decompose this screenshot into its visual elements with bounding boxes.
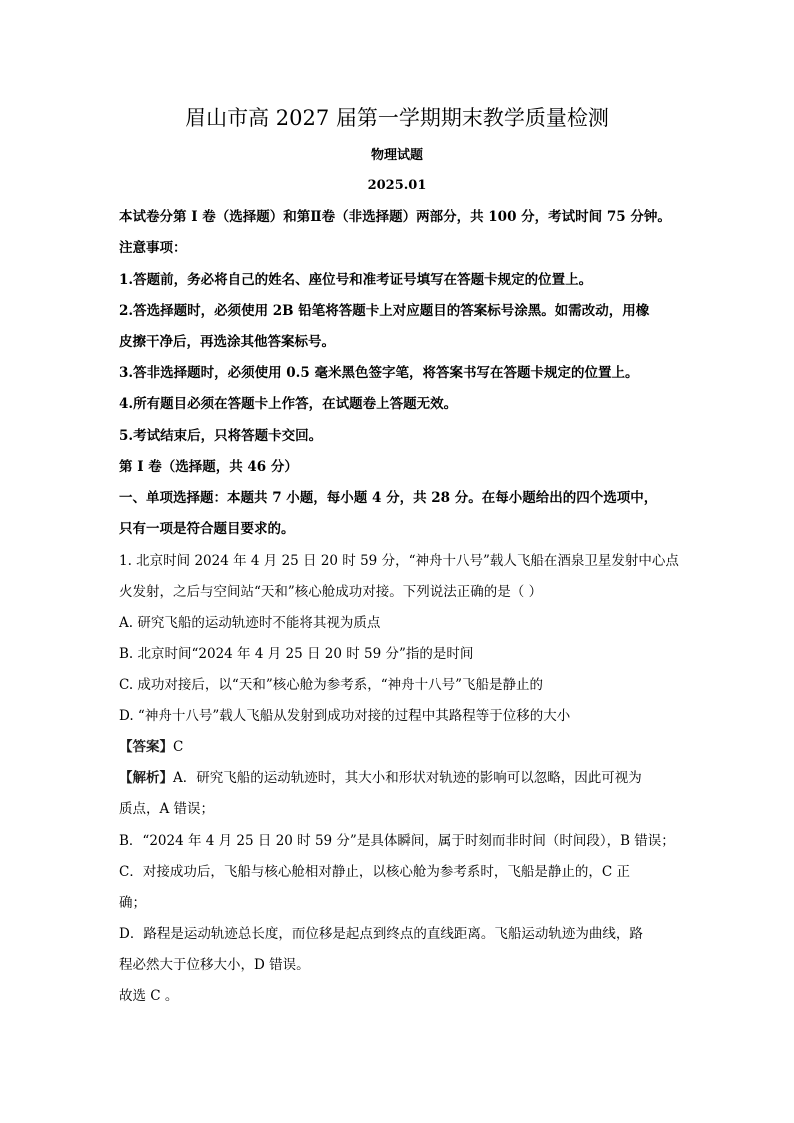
notice-item-2-line1: 2.答选择题时，必须使用 2B 铅笔将答题卡上对应题目的答案标号涂黑。如需改动，用橡 (119, 303, 650, 319)
option-a: A. 研究飞船的运动轨迹时不能将其视为质点 (119, 615, 381, 631)
notice-heading: 注意事项： (119, 240, 187, 256)
subject-title: 物理试题 (370, 148, 423, 163)
page-title: 眉山市高 2027 届第一学期期末教学质量检测 (185, 106, 609, 130)
conclusion: 故选 C 。 (119, 988, 179, 1004)
option-b: B. 北京时间“2024 年 4 月 25 日 20 时 59 分”指的是时间 (119, 646, 474, 662)
intro-text: 本试卷分第 I 卷（选择题）和第Ⅱ卷（非选择题）两部分，共 100 分，考试时间 75 分钟。 (119, 209, 671, 225)
notice-item-3: 3.答非选择题时，必须使用 0.5 毫米黑色签字笔，将答案书写在答题卡规定的位置上。 (119, 365, 639, 381)
answer-tag: 【答案】 (119, 739, 173, 755)
analysis-line-c2: 确； (119, 895, 146, 911)
notice-item-1: 1.答题前，务必将自己的姓名、座位号和准考证号填写在答题卡规定的位置上。 (119, 272, 593, 288)
analysis-a-text: A．研究飞船的运动轨迹时，其大小和形状对轨迹的影响可以忽略，因此可视为 (173, 770, 642, 786)
notice-item-2-line2: 皮擦干净后，再选涂其他答案标号。 (119, 334, 335, 350)
analysis-line-a1 (119, 769, 679, 787)
analysis-line-b: B．“2024 年 4 月 25 日 20 时 59 分”是具体瞬间，属于时刻而非时间（时间段），B 错误； (119, 833, 675, 849)
analysis-line-a2: 质点，A 错误； (119, 801, 215, 817)
analysis-tag: 【解析】 (119, 770, 173, 786)
analysis-line-d1: D．路程是运动轨迹总长度，而位移是起点到终点的直线距离。飞船运动轨迹为曲线，路 (119, 926, 643, 942)
exam-date: 2025.01 (367, 178, 427, 193)
answer-value: C (173, 739, 184, 755)
option-c: C. 成功对接后，以“天和”核心舱为参考系，“神舟十八号”飞船是静止的 (119, 677, 544, 693)
notice-item-5: 5.考试结束后，只将答题卡交回。 (119, 428, 323, 444)
analysis-line-c1: C．对接成功后，飞船与核心舱相对静止，以核心舱为参考系时，飞船是静止的，C 正 (119, 864, 630, 880)
part-instructions-line2: 只有一项是符合题目要求的。 (119, 521, 295, 537)
section-heading: 第 I 卷（选择题，共 46 分） (119, 459, 298, 475)
notice-item-4: 4.所有题目必须在答题卡上作答，在试题卷上答题无效。 (119, 396, 458, 412)
question-stem-line1: 1. 北京时间 2024 年 4 月 25 日 20 时 59 分，“神舟十八号”载人飞船在酒泉卫星发射中心点 (119, 553, 679, 569)
option-d: D. “神舟十八号”载人飞船从发射到成功对接的过程中其路程等于位移的大小 (119, 708, 571, 724)
question-stem-line2: 火发射，之后与空间站“天和”核心舱成功对接。下列说法正确的是（ ） (119, 584, 543, 600)
analysis-line-d2: 程必然大于位移大小，D 错误。 (119, 957, 310, 973)
part-instructions-line1: 一、单项选择题：本题共 7 小题，每小题 4 分，共 28 分。在每小题给出的四个选项中， (119, 490, 658, 506)
answer-line (119, 738, 679, 756)
